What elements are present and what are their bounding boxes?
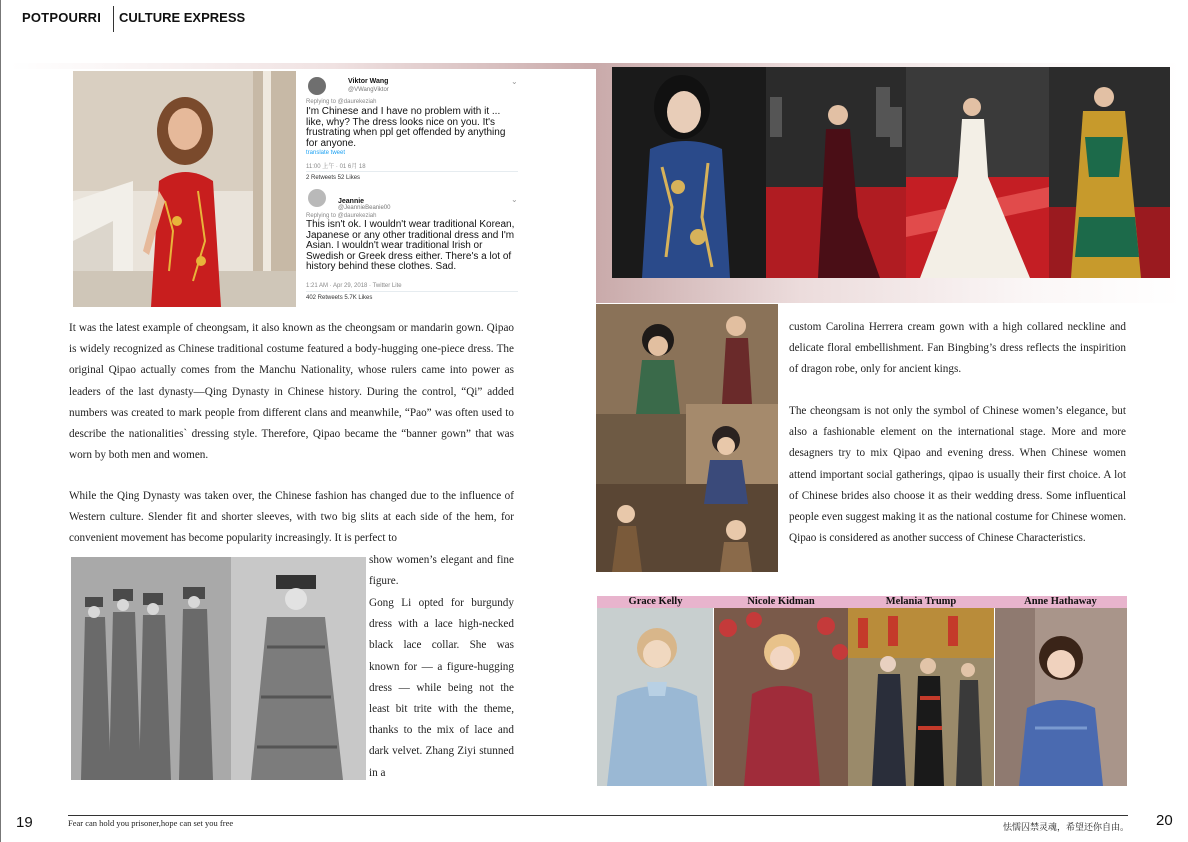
chevron-down-icon: ⌄ bbox=[511, 195, 518, 204]
translate-tweet-link: translate tweet bbox=[306, 150, 346, 156]
celebrity-label-melania-trump: Melania Trump bbox=[885, 596, 957, 607]
tweet-body: I'm Chinese and I have no problem with it ... like, why? The dress looks nice on you. It's frustrating when ppl get offended by anything for anyone. bbox=[306, 106, 506, 149]
photo-nicole-kidman bbox=[714, 608, 848, 786]
section-title: POTPOURRI bbox=[22, 10, 102, 25]
article-paragraph-1: It was the latest example of cheongsam, it also known as the cheongsam or mandarin gown. Qipao is widely recognized as Chinese traditional costume featured a body-hugging one-piece dress. The original Qipao actually comes from the Manchu Nationality, whose rulers came into power as leaders of the last dynasty—Qing Dynasty in Chinese history. During the control, “Qi” added numbers was created to mark people from different clans and meanwhile, “Pao” was often used to describe the nationalities` dressing style. Therefore, Qipao became the “banner gown” that was worn by both men and women. bbox=[69, 322, 514, 462]
article-paragraph-3: Gong Li opted for burgundy dress with a lace high-necked black lace collar. She was known for — a figure-hugging dress — while being not the least bit trite with the theme, thanks to the mix of lace and dark velvet. Zhang Ziyi stunned in a bbox=[369, 597, 514, 779]
celebrity-label-grace-kelly: Grace Kelly bbox=[628, 596, 683, 607]
photo-anne-hathaway bbox=[995, 608, 1127, 786]
tweet-stats: 2 Retweets 52 Likes bbox=[306, 175, 361, 181]
photo-melania-trump bbox=[848, 608, 994, 786]
page-number-right: 20 bbox=[1156, 812, 1173, 829]
celebrity-label-anne-hathaway: Anne Hathaway bbox=[1024, 596, 1097, 607]
tweet-stats: 402 Retweets 5.7K Likes bbox=[306, 295, 373, 301]
article-paragraph-2-narrow: show women’s elegant and fine figure. bbox=[369, 554, 514, 588]
tweet-body: This isn't ok. I wouldn't wear traditional Korean, Japanese or any other traditional dress and I'm Asian. I wouldn't wear traditional Irish or Swedish or Greek dress either. There's a lot of history behind these clothes. Sad. bbox=[306, 219, 515, 272]
celebrity-label-nicole-kidman: Nicole Kidman bbox=[747, 596, 815, 607]
article-paragraph-2: While the Qing Dynasty was taken over, the Chinese fashion has changed due to the influence of Western culture. Slender fit and shorter sleeves, with two big slits at each side of the hem, for convenient movement has become popularity increasingly. It is perfect to bbox=[69, 490, 514, 545]
tweet-screenshot bbox=[300, 71, 522, 307]
header-divider bbox=[113, 6, 114, 32]
article-paragraph-4: The cheongsam is not only the symbol of Chinese women’s elegance, but also a fashionable element on the international stage. More and more desagners try to mix Qipao and evening dress. When Chinese women attend important social gatherings, qipao is usually their first choice. A lot of Chinese brides also choose it as their wedding dress. Some influentical people even suggest making it as the national costume for Chinese women. Qipao is considered as another success of Chinese Characteristics. bbox=[789, 405, 1126, 545]
photo-qing-dynasty-women bbox=[71, 557, 366, 780]
tweet-timestamp: 1:21 AM · Apr 29, 2018 · Twitter Lite bbox=[306, 283, 402, 289]
tweet-author: Jeannie bbox=[338, 198, 365, 205]
photo-red-qipao bbox=[73, 71, 296, 307]
article-paragraph-3-continued: custom Carolina Herrera cream gown with a high collared neckline and delicate floral embellishment. Fan Bingbing’s dress reflects the inspirition of dragon robe, only for ancient kings. bbox=[789, 321, 1126, 376]
photo-burgundy-gown bbox=[766, 67, 906, 278]
tweet-divider bbox=[306, 171, 518, 172]
avatar bbox=[308, 189, 326, 207]
tweet-author: Viktor Wang bbox=[348, 78, 389, 85]
page-number-left: 19 bbox=[16, 814, 33, 831]
photo-cream-gown bbox=[906, 67, 1049, 278]
tweet-card-1 bbox=[306, 75, 518, 185]
photo-dragon-robe-gown bbox=[1049, 67, 1170, 278]
photo-grace-kelly bbox=[597, 608, 713, 786]
column-title: CULTURE EXPRESS bbox=[119, 10, 246, 25]
tweet-replying-to: Replying to @daurekeziah bbox=[306, 213, 377, 219]
tweet-replying-to: Replying to @daurekeziah bbox=[306, 99, 377, 105]
avatar bbox=[308, 77, 326, 95]
tweet-card-2 bbox=[306, 187, 518, 305]
page-edge-rule bbox=[0, 0, 1, 842]
tweet-handle: @VWangViktor bbox=[348, 87, 389, 93]
tweet-timestamp: 11:00 上午 · 01 6月 18 bbox=[306, 164, 366, 170]
footer-quote-chinese: 怯懦囚禁灵魂，希望还你自由。 bbox=[1003, 823, 1130, 833]
decorative-band-left bbox=[10, 63, 596, 69]
tweet-handle: @JeannieBeanie00 bbox=[338, 205, 391, 211]
chevron-down-icon: ⌄ bbox=[511, 77, 518, 86]
footer-quote-english: Fear can hold you prisoner,hope can set you free bbox=[68, 818, 234, 828]
photo-cheongsam-collage bbox=[596, 304, 778, 572]
footer-rule bbox=[68, 815, 1128, 816]
photo-qipao-blue bbox=[612, 67, 766, 278]
tweet-divider bbox=[306, 291, 518, 292]
